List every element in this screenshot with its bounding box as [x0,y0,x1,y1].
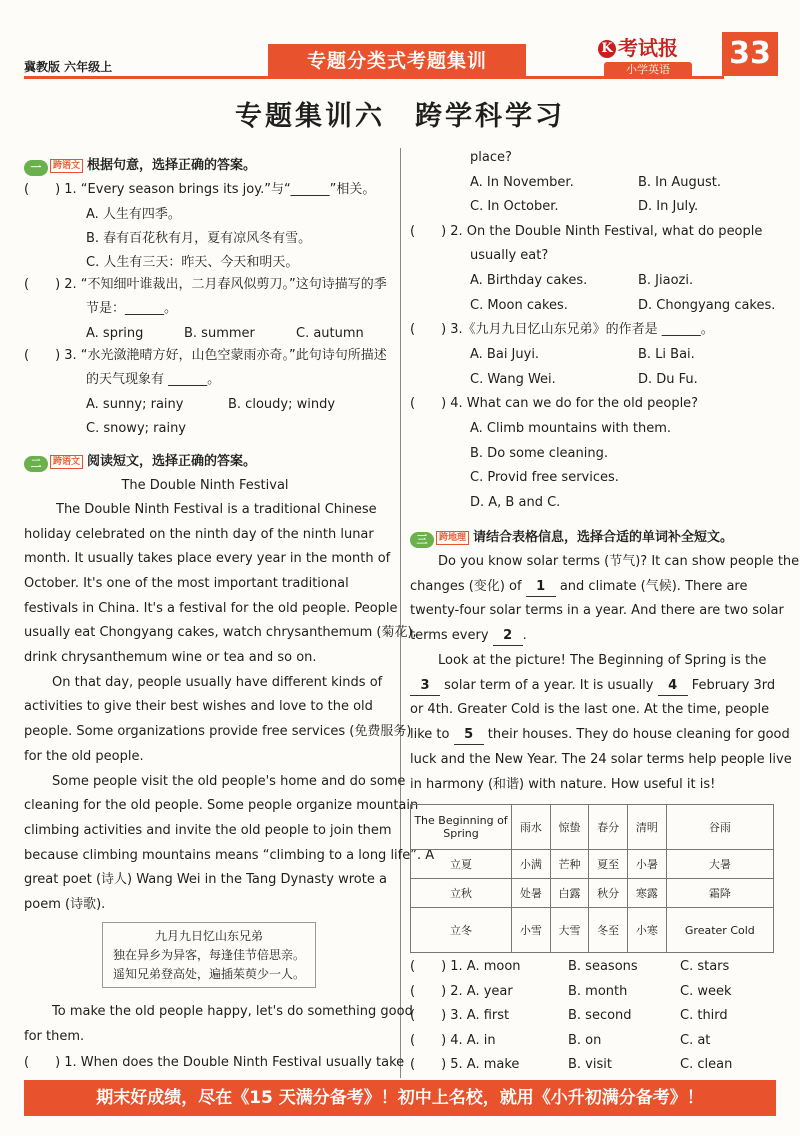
s3-text: twenty-four solar terms in a year. And there are two solar [410,603,784,618]
passage-line: activities to give their best wishes and love to the old [24,699,373,714]
passage-line: poem (诗歌). [24,897,106,912]
table-cell: 小满 [512,850,551,879]
table-cell: Greater Cold [666,908,773,953]
s2-q1-stem-cont: place? [470,150,512,165]
section3-badge: 三 [410,532,434,548]
s2-q4-stem: ( ) 4. What can we do for the old people? [410,396,699,411]
poem-line: 独在异乡为异客，每逢佳节倍思亲。 [112,948,305,962]
s2-q1-stem: ( ) 1. When does the Double Ninth Festival usually take [24,1055,405,1070]
table-cell: 立夏 [411,850,512,879]
s3-choice-b: B. visit [568,1057,612,1072]
s2-q3-option-a: A. Bai Juyi. [470,347,540,362]
table-cell: 惊蛰 [550,805,589,850]
table-cell: 芒种 [550,850,589,879]
section2-heading [24,450,256,472]
s3-choice-b: B. on [568,1033,602,1048]
s3-text: Look at the picture! The Beginning of Spring is the [438,653,767,668]
table-cell: 处暑 [512,879,551,908]
passage-line: Some people visit the old people's home and do some [52,774,406,789]
s3-text: or 4th. Greater Cold is the last one. At the time, people [410,702,770,717]
table-cell: 立冬 [411,908,512,953]
s1-q3-option-a: A. sunny; rainy [86,397,184,412]
s2-q3-stem: ( ) 3.《九月九日忆山东兄弟》的作者是 ______。 [410,322,714,337]
s3-choice-number: ( ) 3. A. first [410,1008,510,1023]
section2-tag: 跨语文 [50,455,83,469]
brand-k-icon: K [598,40,616,58]
s2-q4-option-c: C. Provid free services. [470,470,619,485]
passage-line: holiday celebrated on the ninth day of the ninth lunar [24,527,374,542]
table-cell: 霜降 [666,879,773,908]
table-row [411,850,774,879]
section1-heading [24,154,256,176]
s3-text: Do you know solar terms (节气)? It can show people the [438,554,800,569]
section1-instruction: 根据句意，选择正确的答案。 [87,158,257,173]
s2-q2-option-a: A. Birthday cakes. [470,273,588,288]
table-cell: 谷雨 [666,805,773,850]
section1-badge: 一 [24,160,48,176]
blank-5: 5 [454,725,484,745]
table-cell: 秋分 [589,879,628,908]
table-cell: 春分 [589,805,628,850]
blank-1: 1 [526,577,556,597]
passage-line: great poet (诗人) Wang Wei in the Tang Dynasty wrote a [24,872,387,887]
s3-text: terms every 2 . [410,626,527,646]
s3-choice-c: C. third [680,1008,728,1023]
passage-line: cleaning for the old people. Some people organize mountain [24,798,419,813]
passage-line: On that day, people usually have different kinds of [52,675,383,690]
s3-choice-b: B. month [568,984,628,999]
table-cell: 白露 [550,879,589,908]
table-cell: The Beginning of Spring [411,805,512,850]
table-cell: 清明 [628,805,667,850]
s2-q2-option-b: B. Jiaozi. [638,273,694,288]
passage-line: people. Some organizations provide free services (免费服务) [24,724,412,739]
passage-line: month. It usually takes place every year in the month of [24,551,391,566]
passage-line: climbing activities and invite the old people to join them [24,823,392,838]
s3-text: in harmony (和谐) with nature. How useful it is! [410,777,716,792]
passage-line: for the old people. [24,749,144,764]
s1-q1-option-c: C. 人生有三天：昨天、今天和明天。 [86,255,299,270]
table-cell: 大暑 [666,850,773,879]
blank-3: 3 [410,676,440,696]
s3-text: like to 5 their houses. They do house cleaning for good [410,725,790,745]
s2-q4-option-a: A. Climb mountains with them. [470,421,672,436]
s2-q1-option-a: A. In November. [470,175,574,190]
section2-badge: 二 [24,456,48,472]
s1-q3-option-b: B. cloudy; windy [228,397,336,412]
poem-line: 遥知兄弟登高处，遍插茱萸少一人。 [112,967,305,981]
column-divider [400,148,401,1078]
table-row [411,908,774,953]
s1-q2-stem: ( ) 2. “不知细叶谁裁出，二月春风似剪刀。”这句诗描写的季 [24,277,387,292]
s2-q3-option-c: C. Wang Wei. [470,372,556,387]
s1-q3-stem: ( ) 3. “水光潋滟晴方好，山色空蒙雨亦奇。”此句诗句所描述 [24,348,387,363]
blank-2: 2 [493,626,523,646]
s3-choice-c: C. stars [680,959,730,974]
section2-instruction: 阅读短文，选择正确的答案。 [87,454,257,469]
s1-q1-option-b: B. 春有百花秋有月，夏有凉风冬有雪。 [86,231,312,246]
s2-q2-option-d: D. Chongyang cakes. [638,298,776,313]
s1-q2-option-c: C. autumn [296,326,364,341]
passage-line: October. It's one of the most important traditional [24,576,349,591]
s3-choice-c: C. clean [680,1057,733,1072]
table-cell: 立秋 [411,879,512,908]
passage-line: festivals in China. It's a festival for the old people. People [24,601,398,616]
poem-title: 九月九日忆山东兄弟 [154,929,263,943]
s1-q3-stem-cont: 的天气现象有 ______。 [86,372,221,387]
passage-line: because climbing mountains means “climbing to a long life”. A [24,848,435,863]
s3-choice-c: C. at [680,1033,711,1048]
s3-choice-number: ( ) 4. A. in [410,1033,496,1048]
s2-q4-option-b: B. Do some cleaning. [470,446,608,461]
s3-choice-c: C. week [680,984,732,999]
passage-title: The Double Ninth Festival [121,478,289,493]
section1-tag: 跨语文 [50,159,83,173]
s1-q2-option-b: B. summer [184,326,255,341]
s1-q3-option-c: C. snowy; rainy [86,421,187,436]
s1-q2-stem-cont: 节是：______。 [86,301,178,316]
brand-name: 考试报 [618,36,678,60]
passage-after: for them. [24,1029,85,1044]
passage-line: drink chrysanthemum wine or tea and so on. [24,650,317,665]
s3-text: luck and the New Year. The 24 solar terms help people live [410,752,792,767]
table-cell: 小雪 [512,908,551,953]
table-cell: 雨水 [512,805,551,850]
s1-q1-stem: ( ) 1. “Every season brings its joy.”与“______”相关。 [24,182,376,197]
brand-subtitle: 小学英语 [604,62,692,78]
s2-q2-stem: ( ) 2. On the Double Ninth Festival, what do people [410,224,763,239]
s3-choice-number: ( ) 5. A. make [410,1057,520,1072]
s2-q4-option-d: D. A, B and C. [470,495,561,510]
s3-choice-number: ( ) 1. A. moon [410,959,521,974]
s1-q1-option-a: A. 人生有四季。 [86,207,181,222]
s2-q2-option-c: C. Moon cakes. [470,298,568,313]
s3-text: 3 solar term of a year. It is usually 4 February 3rd [410,676,775,696]
passage-line: The Double Ninth Festival is a traditional Chinese [56,502,377,517]
table-cell: 小暑 [628,850,667,879]
s3-choice-b: B. seasons [568,959,638,974]
passage-line: usually eat Chongyang cakes, watch chrysanthemum (菊花), [24,625,417,640]
page-title: 专题集训六 跨学科学习 [235,101,565,132]
table-cell: 大雪 [550,908,589,953]
s3-choice-b: B. second [568,1008,632,1023]
s2-q1-option-d: D. In July. [638,199,699,214]
brand-logo [590,30,710,74]
table-cell: 夏至 [589,850,628,879]
solar-terms-table [410,804,774,953]
blank-4: 4 [658,676,688,696]
s2-q1-option-c: C. In October. [470,199,559,214]
s3-text: changes (变化) of 1 and climate (气候). There are [410,577,747,597]
s2-q3-option-b: B. Li Bai. [638,347,695,362]
s2-q2-stem-cont: usually eat? [470,248,549,263]
edition-label: 冀教版 六年级上 [24,60,113,74]
table-cell: 小寒 [628,908,667,953]
s2-q1-option-b: B. In August. [638,175,722,190]
section3-heading [410,526,733,548]
s3-choice-number: ( ) 2. A. year [410,984,513,999]
section3-tag: 跨地理 [436,531,469,545]
table-row [411,805,774,850]
passage-after: To make the old people happy, let's do something good [52,1004,413,1019]
table-row [411,879,774,908]
table-cell: 冬至 [589,908,628,953]
page-number: 33 [722,32,778,76]
poem-box [102,922,316,988]
footer-banner: 期末好成绩，尽在《15 天满分备考》！初中上名校，就用《小升初满分备考》！ [24,1080,776,1116]
s2-q3-option-d: D. Du Fu. [638,372,698,387]
table-cell: 寒露 [628,879,667,908]
section3-instruction: 请结合表格信息，选择合适的单词补全短文。 [473,530,734,545]
s1-q2-option-a: A. spring [86,326,144,341]
header-banner: 专题分类式考题集训 [268,44,526,78]
